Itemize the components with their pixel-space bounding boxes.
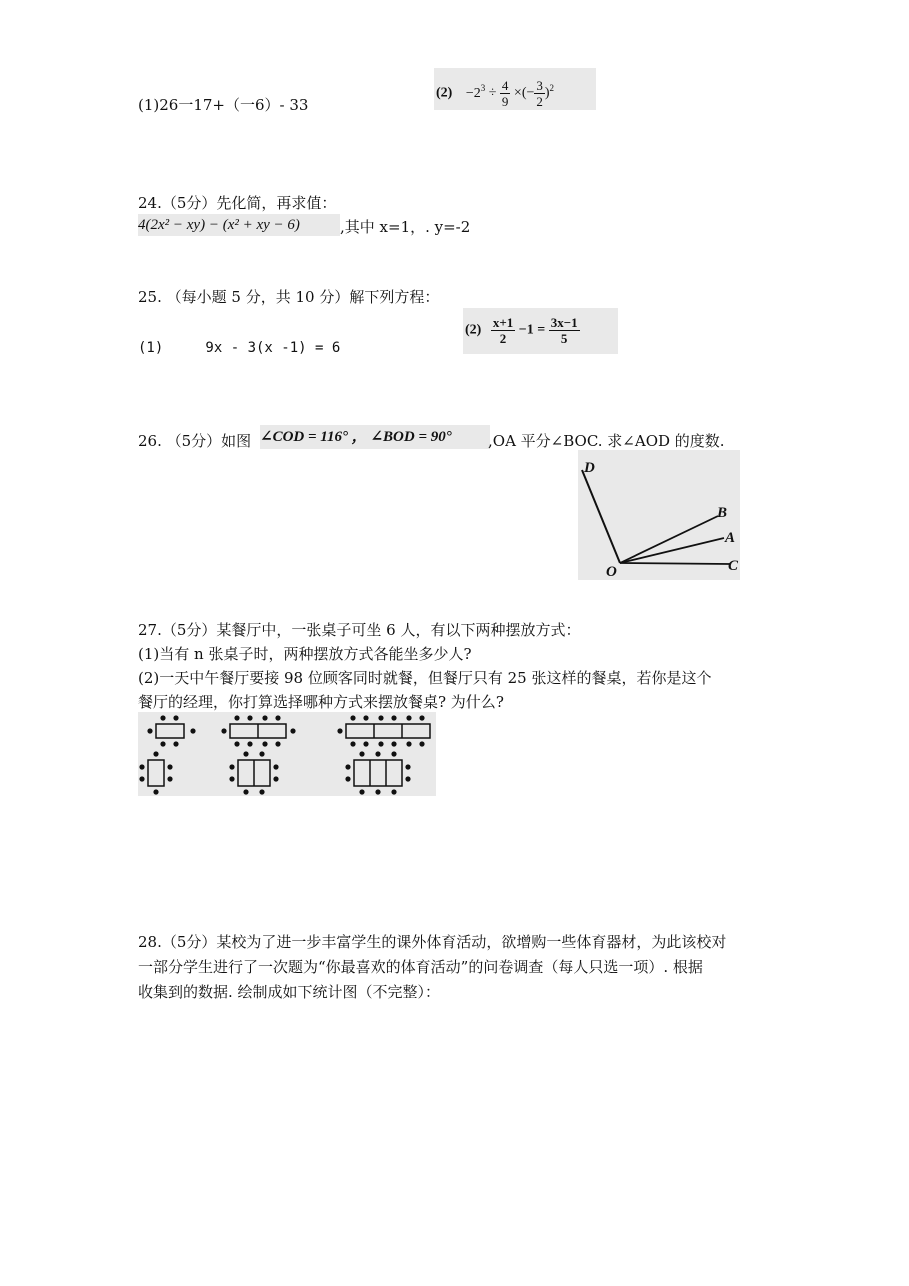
- q23-part2-label: (2): [436, 85, 453, 101]
- q23-part2-image: [434, 68, 596, 110]
- q24-header: 24.（5分）先化简，再求值：: [138, 194, 337, 212]
- angle-diagram: [578, 450, 740, 580]
- label-d: D: [584, 460, 595, 476]
- q25-part1: (1) 9x - 3(x -1) = 6: [138, 340, 341, 356]
- q25-frac1-num: x+1: [492, 315, 514, 330]
- q23-part2-exp: 3: [480, 83, 486, 94]
- q23-part1: (1)26一17+（一6）- 33: [138, 96, 309, 114]
- q24-expression: 4(2x² − xy) − (x² + xy − 6): [138, 214, 340, 236]
- q28-line3: 收集到的数据. 绘制成如下统计图（不完整）：: [138, 983, 441, 1001]
- label-c: C: [728, 558, 739, 574]
- q25-frac2-den: 5: [560, 331, 568, 346]
- q26-suffix: ,OA 平分∠BOC. 求∠AOD 的度数.: [488, 432, 725, 450]
- table-arrangement-diagram: [138, 712, 436, 796]
- label-b: B: [717, 505, 728, 521]
- q24-condition: ,其中 x=1，. y=-2: [340, 218, 471, 236]
- q23-part2-exp2: 2: [549, 83, 555, 94]
- q27-line4: 餐厅的经理，你打算选择哪种方式来摆放餐桌? 为什么?: [138, 693, 504, 711]
- q23-frac1-num: 4: [501, 78, 509, 93]
- q25-frac1-den: 2: [499, 331, 507, 346]
- q27-table-figure: [138, 712, 436, 796]
- q23-part2-close: ): [544, 85, 550, 101]
- label-a: A: [725, 530, 736, 546]
- q23-frac1-den: 9: [501, 94, 509, 109]
- q25-frac2-num: 3x−1: [550, 315, 578, 330]
- q23-part2-times: ×(−: [513, 85, 535, 101]
- q27-line1: 27.（5分）某餐厅中，一张桌子可坐 6 人，有以下两种摆放方式：: [138, 621, 581, 639]
- q25-header: 25. （每小题 5 分，共 10 分）解下列方程：: [138, 288, 440, 306]
- q26-angle-figure: [578, 450, 740, 580]
- q23-frac2-den: 2: [536, 94, 543, 109]
- q28-line2: 一部分学生进行了一次题为“你最喜欢的体育活动”的问卷调查（每人只选一项）. 根据: [138, 958, 703, 976]
- q26-given: ∠COD = 116° ， ∠BOD = 90°: [260, 425, 490, 449]
- q23-frac2-num: 3: [536, 78, 543, 93]
- q25-part2-label: (2): [465, 322, 482, 338]
- q26-prefix: 26. （5分）如图: [138, 432, 252, 450]
- q23-part2-lead: −2: [465, 85, 481, 101]
- q28-line1: 28.（5分）某校为了进一步丰富学生的课外体育活动，欲增购一些体育器材，为此该校对: [138, 933, 727, 951]
- label-o: O: [606, 564, 617, 580]
- q27-line3: (2)一天中午餐厅要接 98 位顾客同时就餐，但餐厅只有 25 张这样的餐桌，若你是这个: [138, 669, 712, 687]
- q25-minus-one: −1 =: [518, 322, 546, 338]
- q27-line2: (1)当有 n 张桌子时，两种摆放方式各能坐多少人?: [138, 645, 472, 663]
- q25-part2-image: [463, 308, 618, 354]
- q23-part2-div: ÷: [488, 85, 497, 101]
